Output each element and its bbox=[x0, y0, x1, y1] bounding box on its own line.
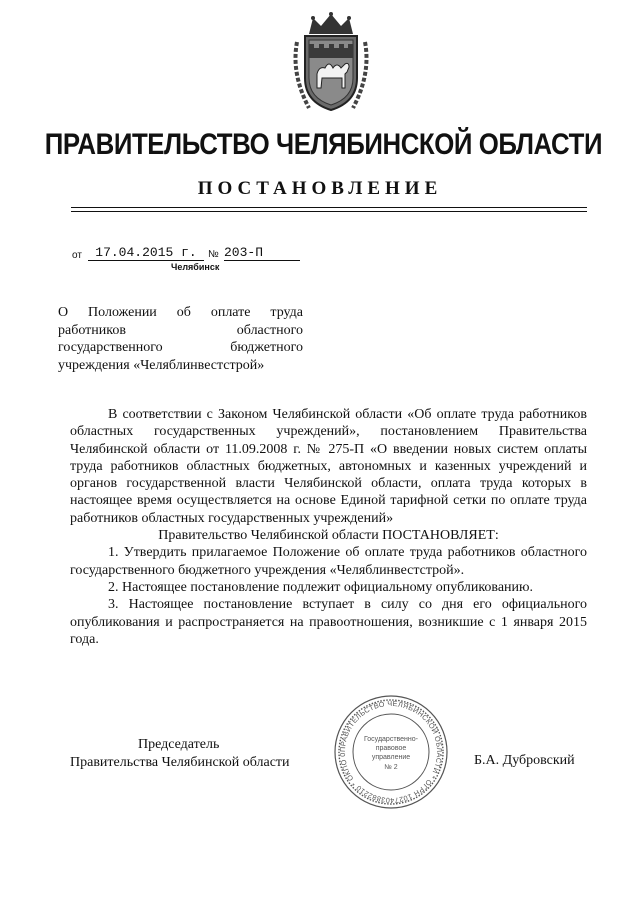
signatory-title-line: Председатель bbox=[138, 737, 220, 752]
document-date: 17.04.2015 г. bbox=[88, 245, 204, 261]
document-body bbox=[70, 406, 587, 648]
document-type: ПОСТАНОВЛЕНИЕ bbox=[197, 178, 443, 199]
seal-inner-text: № 2 bbox=[384, 764, 398, 771]
decree-item: 3. Настоящее постановление вступает в силу со дня его официального опубликования и распространяется на правоотношения, возникшие с 1 января 2015 года. bbox=[70, 597, 587, 647]
seal-inner-text: правовое bbox=[375, 745, 407, 752]
number-label: № bbox=[208, 249, 219, 260]
official-seal bbox=[333, 693, 449, 811]
seal-outer-text: ПРАВИТЕЛЬСТВО ЧЕЛЯБИНСКОЙ ОБЛАСТИ * ОГРН 1027403882210 * ОКПО 0 bbox=[337, 698, 445, 806]
signatory-title bbox=[70, 736, 310, 771]
document-date-number bbox=[72, 246, 312, 274]
decree-item: 2. Настоящее постановление подлежит официальному опубликованию. bbox=[108, 579, 533, 595]
document-subject bbox=[58, 304, 303, 374]
decree-item: 1. Утвердить прилагаемое Положение об оплате труда работников областного государственного бюджетного учреждения «Челяблинвестстрой». bbox=[70, 545, 587, 578]
header-divider bbox=[71, 211, 587, 212]
document-number: 203-П bbox=[224, 245, 300, 261]
subject-line: работников областного bbox=[58, 322, 303, 338]
issue-city: Челябинск bbox=[171, 262, 220, 272]
subject-line: О Положении об оплате труда bbox=[58, 305, 303, 320]
preamble-paragraph: В соответствии с Законом Челябинской области «Об оплате труда работников областных государственных учреждений», постановлением Правительства Челябинской области от 11.09.2008 г. № 275-П «О введении новых систем оплаты труда работников областных бюджетных, автономных и казенных учреждений и органов государственной власти Челябинской области, оплата труда которых в настоящее время осуществляется на основе Единой тарифной сетки по оплате труда работников областных государственных учреждений» bbox=[70, 407, 587, 526]
signatory-title-line: Правительства Челябинской области bbox=[70, 754, 290, 770]
signatory-name: Б.А. Дубровский bbox=[474, 753, 575, 768]
seal-inner-text: Государственно- bbox=[363, 736, 419, 743]
subject-line: учреждения «Челяблинвестстрой» bbox=[58, 357, 265, 373]
coat-of-arms-icon bbox=[289, 12, 373, 116]
decree-line: Правительство Челябинской области ПОСТАНОВЛЯЕТ: bbox=[158, 528, 499, 544]
government-title: ПРАВИТЕЛЬСТВО ЧЕЛЯБИНСКОЙ ОБЛАСТИ bbox=[44, 128, 603, 161]
from-label: от bbox=[72, 250, 82, 261]
header-divider bbox=[71, 207, 587, 208]
seal-inner-text: управление bbox=[371, 754, 411, 761]
subject-line: государственного бюджетного bbox=[58, 340, 303, 355]
